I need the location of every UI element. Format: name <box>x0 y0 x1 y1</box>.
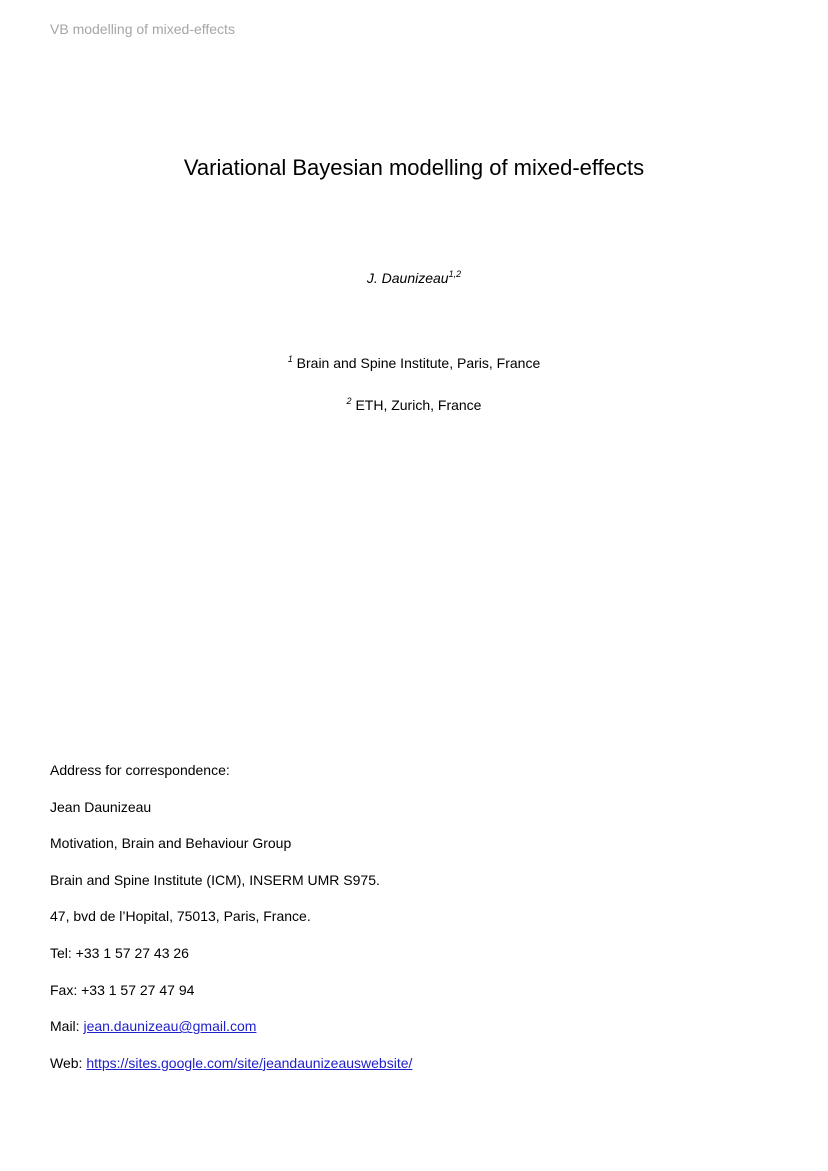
correspondence-institute: Brain and Spine Institute (ICM), INSERM UMR S975. <box>50 871 380 888</box>
author-name: J. Daunizeau <box>366 270 449 286</box>
correspondence-heading: Address for correspondence: <box>50 762 230 778</box>
mail-label: Mail: <box>50 1018 84 1035</box>
correspondence-mail <box>50 1017 412 1054</box>
affiliation-1 <box>0 355 828 371</box>
web-label: Web: <box>50 1054 87 1071</box>
paper-title: Variational Bayesian modelling of mixed-effects <box>183 155 645 180</box>
correspondence-group: Motivation, Brain and Behaviour Group <box>50 835 292 852</box>
author-affiliation-marks: 1,2 <box>448 269 462 279</box>
affiliation-2-text: ETH, Zurich, France <box>355 397 482 413</box>
affiliation-1-text: Brain and Spine Institute, Paris, France <box>296 355 541 371</box>
affiliation-2 <box>0 397 828 413</box>
email-link[interactable]: jean.daunizeau@gmail.com <box>83 1018 257 1035</box>
website-link[interactable]: https://sites.google.com/site/jeandaunizeauswebsite/ <box>86 1054 413 1071</box>
running-header: VB modelling of mixed-effects <box>50 21 235 37</box>
correspondence-address: 47, bvd de l’Hopital, 75013, Paris, France. <box>50 908 311 925</box>
affiliation-1-mark: 1 <box>287 354 293 364</box>
correspondence-web <box>50 1054 412 1091</box>
correspondence-block <box>50 761 412 1090</box>
correspondence-tel: Tel: +33 1 57 27 43 26 <box>50 944 189 961</box>
author-line <box>0 270 828 286</box>
correspondence-name: Jean Daunizeau <box>50 798 152 815</box>
affiliation-2-mark: 2 <box>346 396 352 406</box>
correspondence-fax: Fax: +33 1 57 27 47 94 <box>50 981 195 998</box>
